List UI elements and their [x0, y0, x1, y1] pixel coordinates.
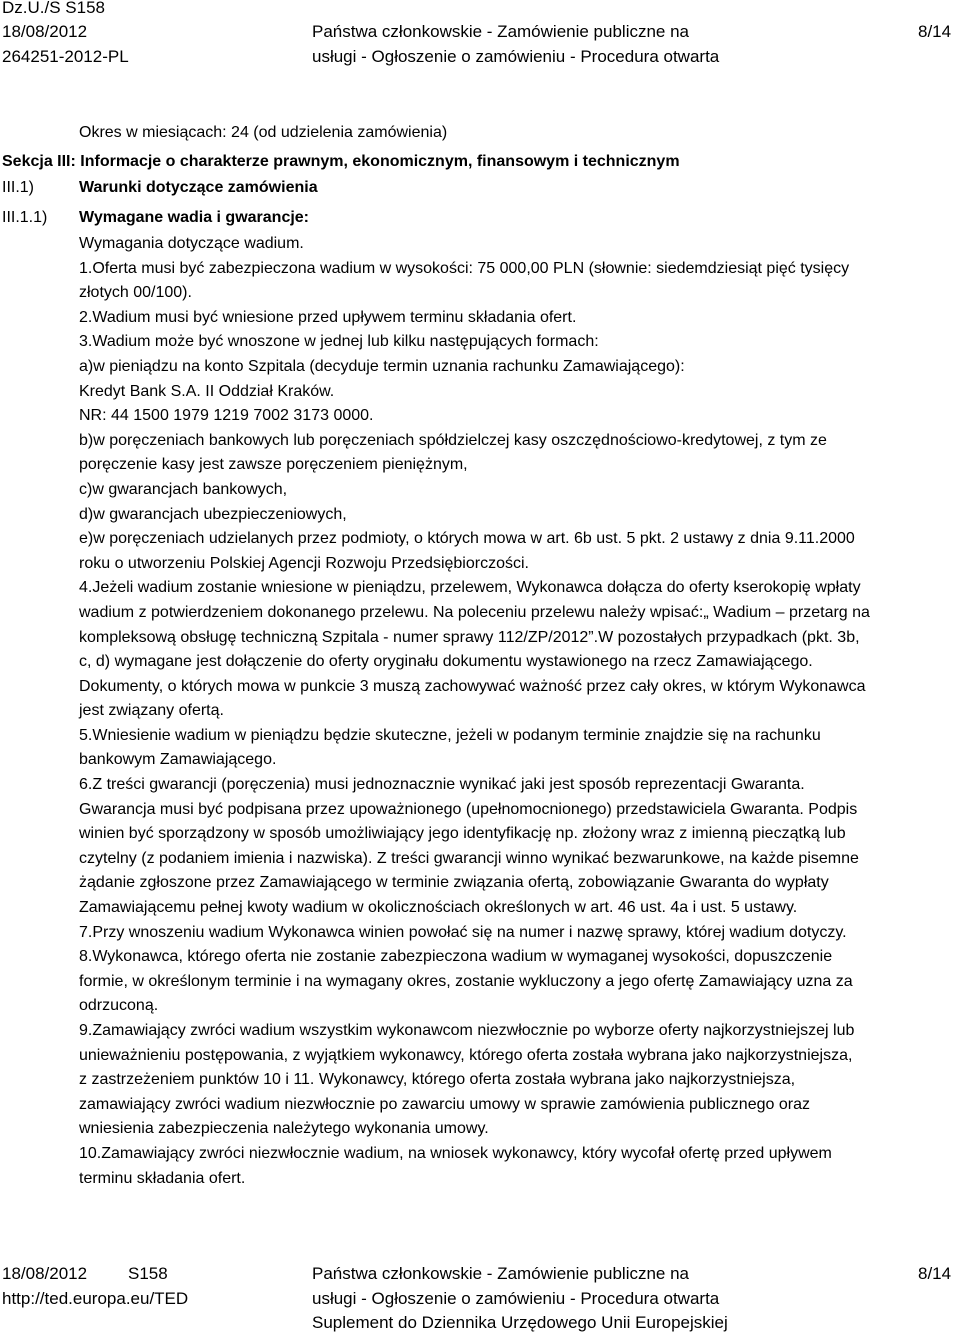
- paragraph: 7.Przy wnoszeniu wadium Wykonawca winien powołać się na numer i nazwę sprawy, której wadium dotyczy.: [79, 923, 847, 941]
- paragraph: Wymagania dotyczące wadium.: [79, 235, 304, 252]
- section-title: Sekcja III: Informacje o charakterze prawnym, ekonomicznym, finansowym i technicznym: [2, 153, 680, 170]
- paragraph: b)w poręczeniach bankowych lub poręczeniach spółdzielczej kasy oszczędnościowo-kredytowej, z tym ze poręczenie kasy jest zawsze poręczeniem pieniężnym,: [79, 431, 827, 474]
- paragraph: c)w gwarancjach bankowych,: [79, 480, 288, 498]
- footer-supplement: Suplement do Dziennika Urzędowego Unii Europejskiej: [312, 1313, 728, 1332]
- header-page-number: 8/14: [918, 22, 952, 41]
- paragraph: 10.Zamawiający zwróci niezwłocznie wadium, na wniosek wykonawcy, który wycofał ofertę przed upływem terminu składania ofert.: [79, 1144, 832, 1187]
- paragraph: 5.Wniesienie wadium w pieniądzu będzie skuteczne, jeżeli w podanym terminie znajdzie się na rachunku bankowym Zamawiającego.: [79, 726, 821, 769]
- section-heading-III-1-1: Wymagane wadia i gwarancje:: [79, 209, 310, 226]
- section-number-III-1: III.1): [2, 179, 35, 196]
- paragraph: 2.Wadium musi być wniesione przed upływem terminu składania ofert.: [79, 308, 577, 326]
- paragraph: a)w pieniądzu na konto Szpitala (decyduje termin uznania rachunku Zamawiającego):: [79, 357, 685, 375]
- header-date: 18/08/2012: [2, 22, 88, 41]
- footer-url: http://ted.europa.eu/TED: [2, 1289, 189, 1308]
- paragraph: NR: 44 1500 1979 1219 7002 3173 0000.: [79, 407, 374, 425]
- header-title-line1: Państwa członkowskie - Zamówienie publiczne na: [312, 22, 690, 41]
- paragraph: 3.Wadium może być wnoszone w jednej lub kilku następujących formach:: [79, 333, 599, 351]
- footer-date: 18/08/2012: [2, 1264, 88, 1283]
- paragraph: 8.Wykonawca, którego oferta nie zostanie zabezpieczona wadium w wymaganej wysokości, dopuszczenie formie, w określonym terminie i na wymagany okres, zostanie wykluczony a jego ofertę Zamawiający uzna za odrzuconą.: [79, 948, 853, 1015]
- journal-reference: Dz.U./S S158: [2, 0, 105, 17]
- paragraph: 1.Oferta musi być zabezpieczona wadium w wysokości: 75 000,00 PLN (słownie: siedemdziesiąt pięć tysięcy złotych 00/100).: [79, 259, 850, 302]
- paragraph: 6.Z treści gwarancji (poręczenia) musi jednoznacznie wynikać jaki jest sposób reprezentacji Gwaranta. Gwarancja musi być podpisana przez upoważnionego (upełnomocnionego) przedstawiciela Gwaranta. Podpis winien być sporządzony w sposób umożliwiający jego identyfikację np. złożony wraz z imienną pieczątką lub czytelny (z podaniem imienia i nazwiska). Z treści gwarancji winno wynikać bezwarunkowe, na każde pisemne żądanie zgłoszone przez Zamawiającego w terminie związania ofertą, zobowiązanie Gwaranta do wypłaty Zamawiającemu pełnej kwoty wadium w okolicznościach określonych w art. 46 ust. 4a i ust. 5 ustawy.: [79, 776, 859, 917]
- paragraph: d)w gwarancjach ubezpieczeniowych,: [79, 505, 347, 523]
- contract-period: Okres w miesiącach: 24 (od udzielenia zamówienia): [79, 124, 448, 141]
- paragraph: Kredyt Bank S.A. II Oddział Kraków.: [79, 382, 335, 400]
- footer-title-line1: Państwa członkowskie - Zamówienie publiczne na: [312, 1264, 690, 1283]
- section-heading-III-1: Warunki dotyczące zamówienia: [79, 179, 318, 196]
- section-number-III-1-1: III.1.1): [2, 209, 48, 226]
- deposit-requirements-text: [79, 232, 959, 1191]
- footer-issue-code: S158: [128, 1264, 168, 1283]
- paragraph: 9.Zamawiający zwróci wadium wszystkim wykonawcom niezwłocznie po wyborze oferty najkorzystniejszej lub unieważnieniu postępowania, z wyjątkiem wykonawcy, którego oferta została wybrana jako najkorzystniejsza, z zastrzeżeniem punktów 10 i 11. Wykonawcy, którego oferta została wybrana jako najkorzystniejsza, zamawiający zwróci wadium niezwłocznie po zawarciu umowy w sprawie zamówienia publicznego oraz wniesienia zabezpieczenia należytego wykonania umowy.: [79, 1022, 855, 1138]
- notice-number: 264251-2012-PL: [2, 47, 129, 66]
- header-title-line2: usługi - Ogłoszenie o zamówieniu - Procedura otwarta: [312, 47, 720, 66]
- footer-page-number: 8/14: [918, 1264, 952, 1283]
- paragraph: 4.Jeżeli wadium zostanie wniesione w pieniądzu, przelewem, Wykonawca dołącza do oferty kserokopię wpłaty wadium z potwierdzeniem dokonanego przelewu. Na poleceniu przelewu należy wpisać:„ Wadium – przetarg na kompleksową obsługę techniczną Szpitala - numer sprawy 112/ZP/2012”.W pozostałych przypadkach (pkt. 3b, c, d) wymagane jest dołączenie do oferty oryginału dokumentu wystawionego na rzecz Zamawiającego. Dokumenty, o których mowa w punkcie 3 muszą zachowywać ważność przez cały okres, w którym Wykonawca jest związany ofertą.: [79, 579, 870, 720]
- paragraph: e)w poręczeniach udzielanych przez podmioty, o których mowa w art. 6b ust. 5 pkt. 2 ustawy z dnia 9.11.2000 roku o utworzeniu Polskiej Agencji Rozwoju Przedsiębiorczości.: [79, 530, 855, 572]
- footer-title-line2: usługi - Ogłoszenie o zamówieniu - Procedura otwarta: [312, 1289, 720, 1308]
